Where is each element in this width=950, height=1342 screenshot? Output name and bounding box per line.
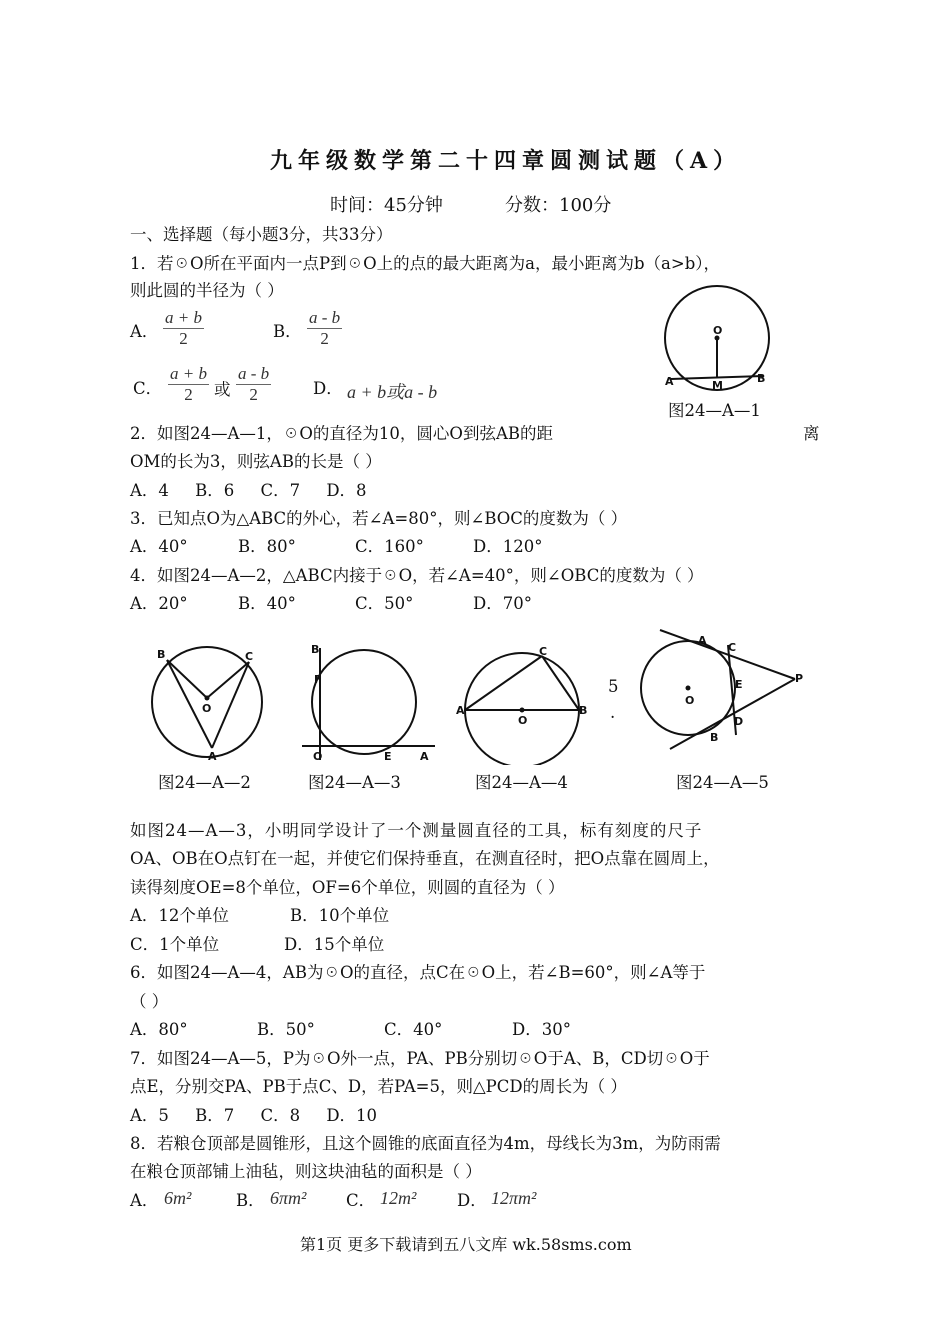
figure-label: O — [713, 324, 723, 337]
figure-caption: 图24—A—5 — [676, 773, 769, 792]
figure-label: B — [311, 643, 320, 656]
figure-24-a-2 — [145, 640, 275, 760]
question-2-line1-end: 离 — [803, 424, 820, 443]
question-8-option-value: 6m² — [164, 1188, 192, 1208]
question-5-number: 5 — [608, 677, 619, 696]
figure-label: O — [685, 694, 695, 707]
question-4-line1: 4．如图24—A—2，△ABC内接于☉O，若∠A=40°，则∠OBC的度数为（ ） — [130, 566, 704, 585]
question-8-option-label: A． — [130, 1191, 159, 1210]
fraction-numerator: a + b — [165, 308, 202, 327]
question-8-option-label: D． — [457, 1191, 487, 1210]
fraction-denominator: 2 — [179, 329, 188, 348]
figure-label: A — [208, 750, 217, 760]
question-8-option-label: C． — [346, 1191, 376, 1210]
total-score: 分数：100分 — [505, 195, 612, 216]
question-1-option-a: A． — [130, 322, 159, 341]
figure-label: O — [518, 714, 528, 727]
fraction-denominator: 2 — [320, 329, 329, 348]
fraction-denominator: 2 — [249, 385, 258, 404]
question-6-option: A．80° — [130, 1020, 188, 1039]
figure-24-a-1 — [655, 282, 785, 394]
question-5-line1: 如图24—A—3，小明同学设计了一个测量圆直径的工具，标有刻度的尺子 — [130, 821, 703, 840]
question-3-option: C．160° — [355, 537, 424, 556]
question-2-line1: 2．如图24—A—1，☉O的直径为10，圆心O到弦AB的距 — [130, 424, 553, 443]
question-7-line2: 点E，分别交PA、PB于点C、D，若PA=5，则△PCD的周长为（ ） — [130, 1077, 627, 1096]
page-footer: 第1页 更多下载请到五八文库 wk.58sms.com — [300, 1235, 632, 1254]
figure-caption: 图24—A—4 — [475, 773, 568, 792]
question-5-line2: OA、OB在O点钉在一起，并使它们保持垂直，在测直径时，把O点靠在圆周上， — [130, 849, 720, 868]
question-1-line2: 则此圆的半径为（ ） — [130, 281, 284, 300]
figure-label: E — [735, 678, 743, 691]
question-8-option-label: B． — [236, 1191, 265, 1210]
question-1-option-c: C． — [133, 379, 163, 398]
fraction-a-minus-b-over-2 — [307, 308, 342, 349]
option-d-expression: a + b或a - b — [347, 382, 438, 402]
figure-label: A — [698, 634, 707, 647]
question-3-option: D．120° — [473, 537, 543, 556]
figure-label: C — [245, 650, 254, 663]
figure-label: A — [665, 375, 674, 388]
figure-label: B — [157, 648, 166, 661]
figure-label: O — [202, 702, 212, 715]
figure-label: B — [757, 372, 766, 385]
fraction-numerator: a - b — [238, 364, 270, 383]
question-3-option: A．40° — [130, 537, 188, 556]
figure-24-a-4 — [455, 640, 590, 765]
question-5-option: D．15个单位 — [284, 935, 385, 954]
question-2-options: A．4 B．6 C．7 D．8 — [130, 481, 367, 500]
or-word: 或 — [214, 380, 231, 399]
question-6-option: C．40° — [384, 1020, 443, 1039]
question-6-line2: （ ） — [130, 992, 169, 1011]
figure-label: O — [313, 750, 323, 763]
figure-label: A — [456, 704, 465, 717]
fraction-denominator: 2 — [184, 385, 193, 404]
figure-label: D — [734, 715, 744, 728]
figure-caption: 图24—A—3 — [308, 773, 401, 792]
question-1-option-b: B． — [273, 322, 302, 341]
question-8-option-value: 12πm² — [491, 1188, 537, 1208]
question-6-line1: 6．如图24—A—4，AB为☉O的直径，点C在☉O上，若∠B=60°，则∠A等于 — [130, 963, 706, 982]
question-1-option-d: D． — [313, 379, 343, 398]
question-4-option: B．40° — [238, 594, 296, 613]
question-7-options: A．5 B．7 C．8 D．10 — [130, 1106, 378, 1125]
fraction-numerator: a - b — [309, 308, 341, 327]
figure-24-a-3 — [300, 640, 440, 765]
question-7-line1: 7．如图24—A—5，P为☉O外一点，PA、PB分别切☉O于A、B，CD切☉O于 — [130, 1049, 710, 1068]
question-4-option: D．70° — [473, 594, 532, 613]
figure-label: B — [710, 731, 719, 744]
question-5-dot: . — [610, 703, 616, 722]
fraction-a-plus-b-over-2 — [168, 364, 209, 405]
figure-label: E — [384, 750, 392, 763]
figure-label: M — [712, 379, 723, 392]
question-8-option-value: 6πm² — [270, 1188, 307, 1208]
figure-24-a-5 — [640, 625, 820, 765]
fraction-a-plus-b-over-2 — [163, 308, 204, 349]
page-title: 九年级数学第二十四章圆测试题（A） — [270, 148, 742, 174]
section-heading: 一、选择题（每小题3分，共33分） — [130, 225, 393, 244]
figure-caption: 图24—A—2 — [158, 773, 251, 792]
time-limit: 时间：45分钟 — [330, 195, 443, 216]
figure-caption: 图24—A—1 — [668, 401, 761, 420]
question-6-option: D．30° — [512, 1020, 571, 1039]
question-1-line1: 1．若☉O所在平面内一点P到☉O上的点的最大距离为a，最小距离为b（a>b）， — [130, 254, 721, 273]
fraction-a-minus-b-over-2 — [236, 364, 271, 405]
fraction-numerator: a + b — [170, 364, 207, 383]
question-6-option: B．50° — [257, 1020, 315, 1039]
question-8-option-value: 12m² — [380, 1188, 417, 1208]
question-5-option: A．12个单位 — [130, 906, 229, 925]
question-8-line1: 8．若粮仓顶部是圆锥形，且这个圆锥的底面直径为4m，母线长为3m，为防雨需 — [130, 1134, 721, 1153]
figure-label: F — [314, 673, 322, 686]
question-8-line2: 在粮仓顶部铺上油毡，则这块油毡的面积是（ ） — [130, 1162, 482, 1181]
question-5-option: C．1个单位 — [130, 935, 220, 954]
figure-label: C — [539, 645, 548, 658]
figure-label: A — [420, 750, 429, 763]
figure-label: P — [795, 672, 804, 685]
question-3-option: B．80° — [238, 537, 296, 556]
question-5-line3: 读得刻度OE=8个单位，OF=6个单位，则圆的直径为（ ） — [130, 878, 565, 897]
question-4-option: C．50° — [355, 594, 414, 613]
question-3-line1: 3．已知点O为△ABC的外心，若∠A=80°，则∠BOC的度数为（ ） — [130, 509, 628, 528]
question-4-option: A．20° — [130, 594, 188, 613]
figure-label: B — [579, 704, 588, 717]
figure-label: C — [728, 641, 737, 654]
question-2-line2: OM的长为3，则弦AB的长是（ ） — [130, 452, 382, 471]
question-5-option: B．10个单位 — [290, 906, 390, 925]
